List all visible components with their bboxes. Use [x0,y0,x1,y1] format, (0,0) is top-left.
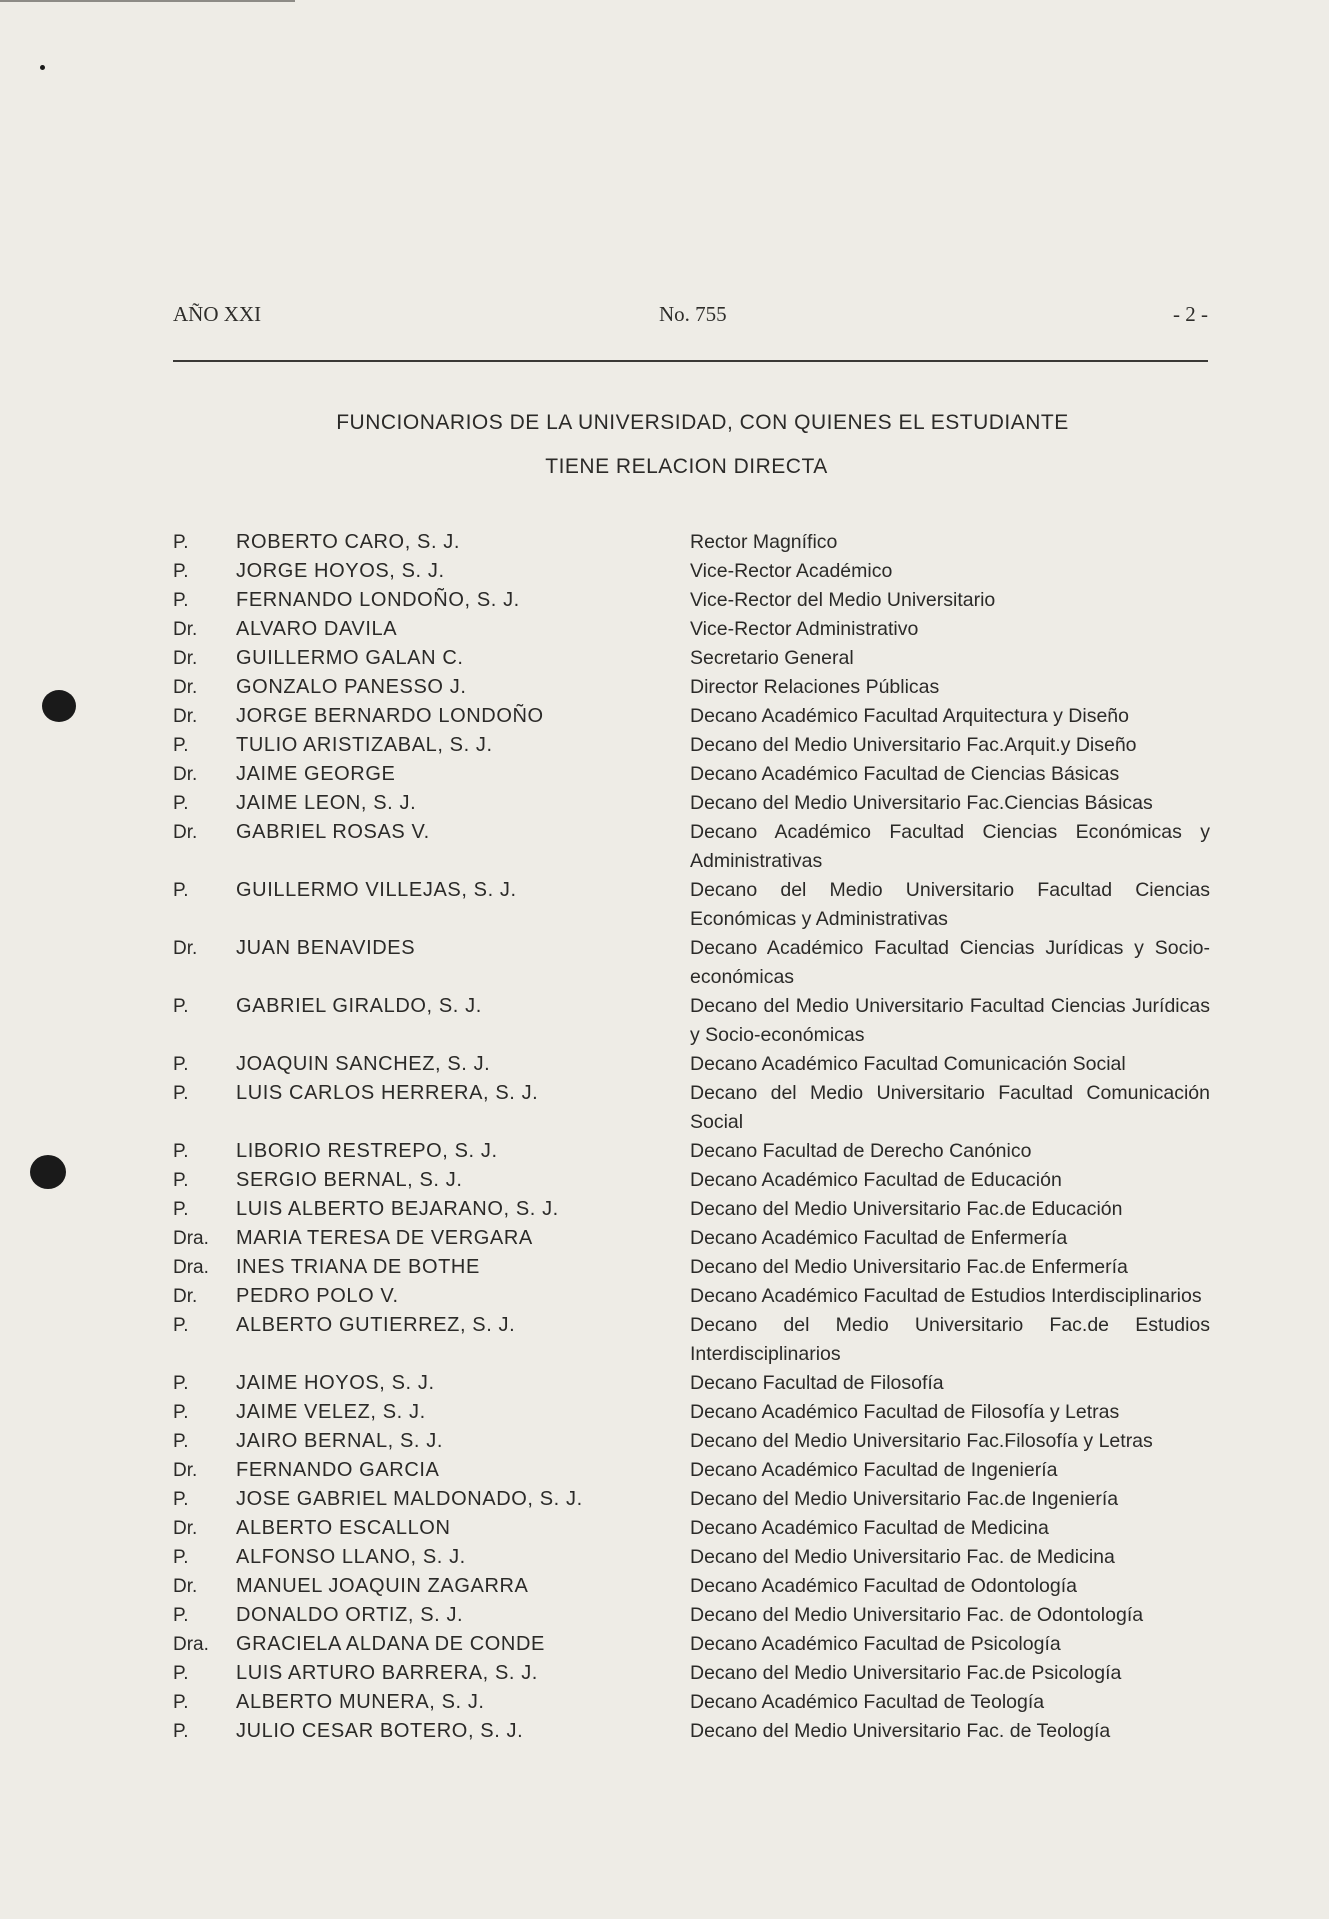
official-role: Decano del Medio Universitario Fac. de Odontología [690,1604,1144,1626]
official-title-prefix: Dr. [173,938,198,959]
official-title-prefix: P. [173,1054,189,1075]
official-title-prefix: P. [173,561,189,582]
official-name: GABRIEL GIRALDO, S. J. [236,995,482,1017]
document-title-line2: TIENE RELACION DIRECTA [545,455,828,478]
official-title-prefix: Dr. [173,764,198,785]
official-row [0,1050,1329,1079]
official-name: ALBERTO GUTIERREZ, S. J. [236,1314,516,1336]
official-title-prefix: Dr. [173,1576,198,1597]
official-title-prefix: P. [173,1083,189,1104]
official-row [0,1195,1329,1224]
official-row [0,1485,1329,1514]
official-row [0,1514,1329,1543]
official-row [0,1253,1329,1282]
official-role: Director Relaciones Públicas [690,676,940,698]
official-name: LUIS ALBERTO BEJARANO, S. J. [236,1198,559,1220]
official-title-prefix: P. [173,1692,189,1713]
official-row [0,789,1329,818]
official-name: JULIO CESAR BOTERO, S. J. [236,1720,524,1742]
official-role: Decano del Medio Universitario Fac.Filosofía y Letras [690,1430,1153,1452]
official-row [0,702,1329,731]
official-role: Decano Académico Facultad de Ciencias Básicas [690,763,1120,785]
official-role: Decano Académico Facultad de Enfermería [690,1227,1068,1249]
official-role: Secretario General [690,647,854,669]
official-title-prefix: P. [173,1431,189,1452]
official-name: MANUEL JOAQUIN ZAGARRA [236,1575,529,1597]
official-title-prefix: P. [173,996,189,1017]
official-title-prefix: P. [173,1663,189,1684]
official-row [0,644,1329,673]
official-role: Decano del Medio Universitario Fac.de Psicología [690,1662,1122,1684]
official-name: ALFONSO LLANO, S. J. [236,1546,466,1568]
official-row [0,934,1329,992]
official-role: Decano Académico Facultad Comunicación Social [690,1053,1126,1075]
official-title-prefix: P. [173,1489,189,1510]
official-role: Decano del Medio Universitario Fac.Ciencias Básicas [690,792,1153,814]
official-role: Rector Magnífico [690,531,838,553]
official-title-prefix: P. [173,1547,189,1568]
official-role: Decano Académico Facultad de Medicina [690,1517,1049,1539]
official-name: GUILLERMO VILLEJAS, S. J. [236,879,517,901]
official-role: Decano del Medio Universitario Fac. de Medicina [690,1546,1115,1568]
official-name: MARIA TERESA DE VERGARA [236,1227,533,1249]
official-row [0,1543,1329,1572]
official-title-prefix: P. [173,1373,189,1394]
official-row [0,557,1329,586]
official-name: FERNANDO GARCIA [236,1459,440,1481]
official-name: GONZALO PANESSO J. [236,676,467,698]
official-title-prefix: P. [173,1721,189,1742]
official-role: Decano del Medio Universitario Facultad Comunicación Social [690,1082,1210,1133]
official-name: JAIRO BERNAL, S. J. [236,1430,444,1452]
official-name: GRACIELA ALDANA DE CONDE [236,1633,545,1655]
official-role: Decano Académico Facultad Ciencias Jurídicas y Socio-económicas [690,937,1210,988]
official-row [0,1456,1329,1485]
official-role: Decano Académico Facultad de Teología [690,1691,1045,1713]
official-name: INES TRIANA DE BOTHE [236,1256,480,1278]
official-role: Decano del Medio Universitario Fac.de Ingeniería [690,1488,1119,1510]
official-row [0,1572,1329,1601]
official-name: JOAQUIN SANCHEZ, S. J. [236,1053,491,1075]
official-title-prefix: P. [173,1170,189,1191]
official-name: LUIS CARLOS HERRERA, S. J. [236,1082,539,1104]
official-row [0,992,1329,1050]
official-title-prefix: P. [173,1141,189,1162]
official-row [0,731,1329,760]
official-role: Vice-Rector Administrativo [690,618,919,640]
official-name: JAIME VELEZ, S. J. [236,1401,426,1423]
official-row [0,1311,1329,1369]
header-rule [173,360,1208,362]
official-row [0,615,1329,644]
official-name: PEDRO POLO V. [236,1285,399,1307]
official-row [0,1427,1329,1456]
official-role: Vice-Rector Académico [690,560,893,582]
official-title-prefix: Dr. [173,1286,198,1307]
official-title-prefix: P. [173,1199,189,1220]
official-title-prefix: Dr. [173,1460,198,1481]
official-title-prefix: Dr. [173,677,198,698]
official-role: Decano del Medio Universitario Facultad Ciencias Económicas y Administrativas [690,879,1210,930]
official-name: GUILLERMO GALAN C. [236,647,464,669]
official-row [0,673,1329,702]
official-name: ALVARO DAVILA [236,618,398,640]
official-row [0,818,1329,876]
official-role: Decano del Medio Universitario Facultad Ciencias Jurídicas y Socio-económicas [690,995,1210,1046]
official-row [0,1079,1329,1137]
official-role: Decano Facultad de Derecho Canónico [690,1140,1032,1162]
official-role: Decano del Medio Universitario Fac.de Enfermería [690,1256,1128,1278]
official-name: TULIO ARISTIZABAL, S. J. [236,734,493,756]
official-name: LUIS ARTURO BARRERA, S. J. [236,1662,538,1684]
official-role: Decano Académico Facultad de Psicología [690,1633,1061,1655]
official-role: Decano del Medio Universitario Fac.Arquit.y Diseño [690,734,1137,756]
official-name: JOSE GABRIEL MALDONADO, S. J. [236,1488,583,1510]
official-title-prefix: P. [173,880,189,901]
official-name: JORGE BERNARDO LONDOÑO [236,705,544,727]
official-name: JAIME GEORGE [236,763,396,785]
official-title-prefix: P. [173,1605,189,1626]
scan-edge-line [0,0,295,2]
official-row [0,1398,1329,1427]
official-name: JAIME LEON, S. J. [236,792,417,814]
official-row [0,1688,1329,1717]
official-role: Decano del Medio Universitario Fac.de Estudios Interdisciplinarios [690,1314,1210,1365]
official-role: Decano Académico Facultad Ciencias Económicas y Administrativas [690,821,1210,872]
official-title-prefix: P. [173,1315,189,1336]
official-role: Decano Académico Facultad de Ingeniería [690,1459,1058,1481]
document-title-line1: FUNCIONARIOS DE LA UNIVERSIDAD, CON QUIENES EL ESTUDIANTE [336,411,1069,434]
official-name: DONALDO ORTIZ, S. J. [236,1604,464,1626]
officials-list [0,528,1329,1746]
official-title-prefix: Dr. [173,822,198,843]
official-name: ROBERTO CARO, S. J. [236,531,461,553]
official-role: Vice-Rector del Medio Universitario [690,589,996,611]
official-name: FERNANDO LONDOÑO, S. J. [236,589,520,611]
official-role: Decano Facultad de Filosofía [690,1372,944,1394]
official-title-prefix: P. [173,793,189,814]
official-title-prefix: P. [173,1402,189,1423]
official-row [0,1137,1329,1166]
header-page-number: - 2 - [1173,302,1208,326]
official-name: LIBORIO RESTREPO, S. J. [236,1140,498,1162]
official-title-prefix: P. [173,532,189,553]
official-name: SERGIO BERNAL, S. J. [236,1169,463,1191]
official-name: JAIME HOYOS, S. J. [236,1372,435,1394]
official-name: JUAN BENAVIDES [236,937,416,959]
official-title-prefix: Dra. [173,1257,209,1278]
header-issue-number: No. 755 [659,302,727,326]
official-title-prefix: P. [173,590,189,611]
ink-speck [40,65,45,70]
official-title-prefix: Dr. [173,706,198,727]
official-row [0,876,1329,934]
official-row [0,1282,1329,1311]
page-header [173,302,1208,332]
official-row [0,1601,1329,1630]
official-row [0,528,1329,557]
official-role: Decano Académico Facultad de Filosofía y Letras [690,1401,1120,1423]
official-title-prefix: Dra. [173,1634,209,1655]
official-role: Decano Académico Facultad Arquitectura y Diseño [690,705,1129,727]
official-row [0,1717,1329,1746]
official-name: JORGE HOYOS, S. J. [236,560,445,582]
official-role: Decano Académico Facultad de Educación [690,1169,1062,1191]
official-name: ALBERTO ESCALLON [236,1517,451,1539]
official-title-prefix: P. [173,735,189,756]
official-row [0,1630,1329,1659]
official-name: ALBERTO MUNERA, S. J. [236,1691,485,1713]
official-row [0,1224,1329,1253]
official-title-prefix: Dr. [173,648,198,669]
official-row [0,760,1329,789]
official-role: Decano del Medio Universitario Fac. de Teología [690,1720,1111,1742]
official-row [0,1659,1329,1688]
official-title-prefix: Dra. [173,1228,209,1249]
official-title-prefix: Dr. [173,619,198,640]
official-role: Decano del Medio Universitario Fac.de Educación [690,1198,1123,1220]
official-name: GABRIEL ROSAS V. [236,821,430,843]
official-role: Decano Académico Facultad de Odontología [690,1575,1078,1597]
official-title-prefix: Dr. [173,1518,198,1539]
official-row [0,586,1329,615]
header-year: AÑO XXI [173,302,262,326]
official-role: Decano Académico Facultad de Estudios Interdisciplinarios [690,1285,1202,1307]
official-row [0,1166,1329,1195]
official-row [0,1369,1329,1398]
